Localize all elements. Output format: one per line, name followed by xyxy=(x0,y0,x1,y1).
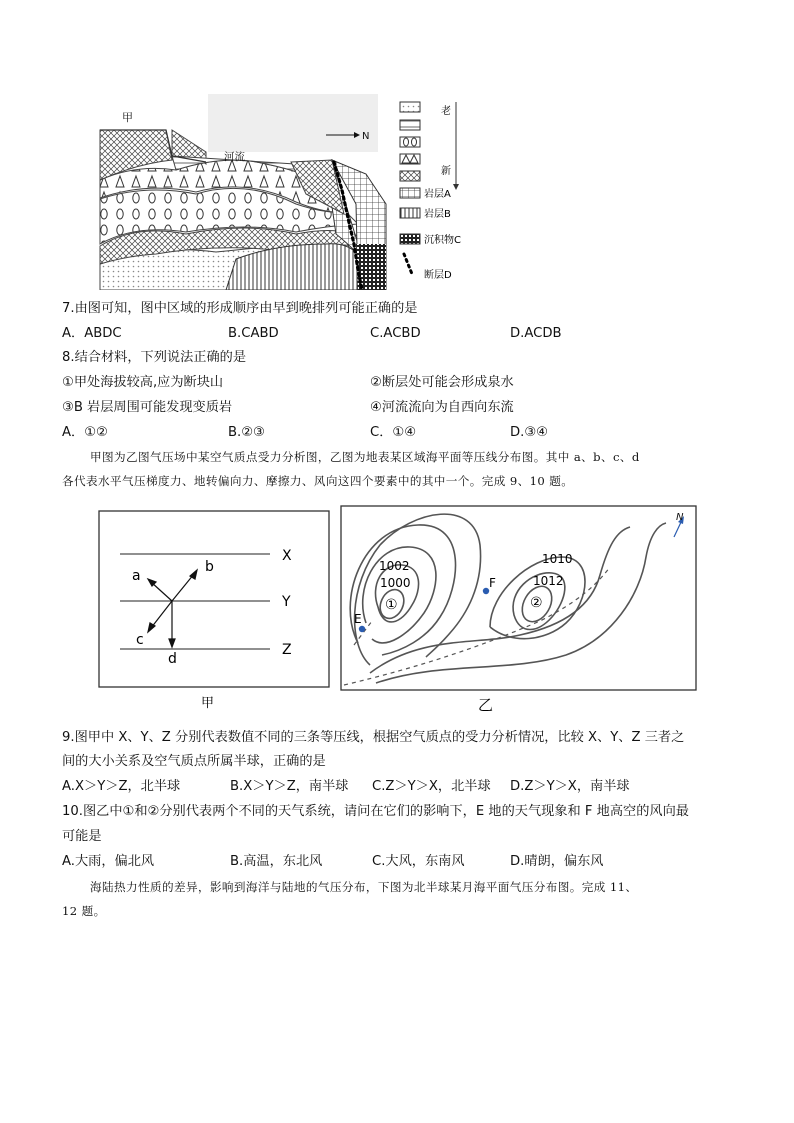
force-c-label: c xyxy=(136,632,144,648)
q8-option-c: C．①④ xyxy=(370,425,417,440)
point-e-label: E xyxy=(354,612,362,626)
point-f-label: F xyxy=(489,576,496,590)
q10-option-d: D.晴朗，偏东风 xyxy=(510,854,604,869)
legend-layer-b-label: 岩层B xyxy=(424,209,451,220)
q8-statement-4: ④河流流向为自西向东流 xyxy=(370,400,514,415)
q8-option-a: A．①② xyxy=(62,425,108,440)
q8-option-b: B.②③ xyxy=(228,425,265,440)
force-diagram-jia xyxy=(98,510,334,710)
legend-layer-a-label: 岩层A xyxy=(424,189,451,200)
figure-yi-caption: 乙 xyxy=(478,696,494,714)
force-d-label: d xyxy=(168,651,177,667)
q8-statement-1: ①甲处海拔较高,应为断块山 xyxy=(62,375,224,390)
system-1-label: ① xyxy=(385,597,398,613)
isobar-1000-label: 1000 xyxy=(380,576,411,590)
legend-sediment-c-label: 沉积物C xyxy=(424,235,461,246)
isobar-1012-label: 1012 xyxy=(533,574,564,588)
geology-legend xyxy=(400,102,461,281)
legend-new-label: 新 xyxy=(441,166,451,177)
legend-fault-d-label: 断层D xyxy=(424,270,452,281)
isobar-map-yi xyxy=(340,505,700,720)
q10-option-c: C.大风，东南风 xyxy=(372,854,465,869)
label-jia: 甲 xyxy=(122,111,133,124)
q7-option-a: A．ABDC xyxy=(62,326,122,341)
isobar-1010-label: 1010 xyxy=(542,552,573,566)
geologic-section-figure xyxy=(96,94,486,290)
intro-9-10-line-1: 甲图为乙图气压场中某空气质点受力分析图，乙图为地表某区域海平面等压线分布图。其中 a、b、c、d xyxy=(90,450,640,464)
q9-option-a: A.X＞Y＞Z，北半球 xyxy=(62,779,181,794)
q8-option-d: D.③④ xyxy=(510,425,548,440)
map-north-label: N xyxy=(676,512,684,523)
intro-9-10-line-2: 各代表水平气压梯度力、地转偏向力、摩擦力、风向这四个要素中的其中一个。完成 9、10 题。 xyxy=(62,474,574,488)
legend-old-label: 老 xyxy=(441,106,451,117)
isobar-z-label: Z xyxy=(282,642,292,658)
q9-option-d: D.Z＞Y＞X，南半球 xyxy=(510,779,630,794)
q10-option-b: B.高温，东北风 xyxy=(230,854,323,869)
point-e-marker xyxy=(359,626,365,632)
isobar-1002-label: 1002 xyxy=(379,559,410,573)
isobar-x-label: X xyxy=(282,548,292,564)
question-10-stem-line-1: 10.图乙中①和②分别代表两个不同的天气系统，请问在它们的影响下，E 地的天气现象和 F 地高空的风向最 xyxy=(62,804,689,819)
question-9-stem-line-1: 9.图甲中 X、Y、Z 分别代表数值不同的三条等压线，根据空气质点的受力分析情况，比较 X、Y、Z 三者之 xyxy=(62,730,685,745)
question-9-stem-line-2: 间的大小关系及空气质点所属半球，正确的是 xyxy=(62,754,326,769)
q8-statement-3: ③B 岩层周围可能发现变质岩 xyxy=(62,400,233,415)
q8-statement-2: ②断层处可能会形成泉水 xyxy=(370,375,514,390)
intro-11-12-line-1: 海陆热力性质的差异，影响到海洋与陆地的气压分布，下图为北半球某月海平面气压分布图。完成 11、 xyxy=(90,880,638,894)
system-2-label: ② xyxy=(530,595,543,611)
isobar-y-label: Y xyxy=(282,594,291,610)
label-river: 河流 xyxy=(224,151,245,163)
q7-option-c: C.ACBD xyxy=(370,326,421,341)
question-10-stem-line-2: 可能是 xyxy=(62,829,102,844)
q9-option-b: B.X＞Y＞Z，南半球 xyxy=(230,779,349,794)
q10-option-a: A.大雨，偏北风 xyxy=(62,854,155,869)
force-a-label: a xyxy=(132,568,141,584)
intro-11-12-line-2: 12 题。 xyxy=(62,904,106,918)
question-7-stem: 7.由图可知，图中区域的形成顺序由早到晚排列可能正确的是 xyxy=(62,301,418,316)
question-8-stem: 8.结合材料，下列说法正确的是 xyxy=(62,350,247,365)
force-b-label: b xyxy=(205,559,214,575)
q7-option-b: B.CABD xyxy=(228,326,279,341)
label-north: N xyxy=(362,131,370,142)
q9-option-c: C.Z＞Y＞X，北半球 xyxy=(372,779,491,794)
figure-jia-caption: 甲 xyxy=(201,696,215,710)
q7-option-d: D.ACDB xyxy=(510,326,562,341)
